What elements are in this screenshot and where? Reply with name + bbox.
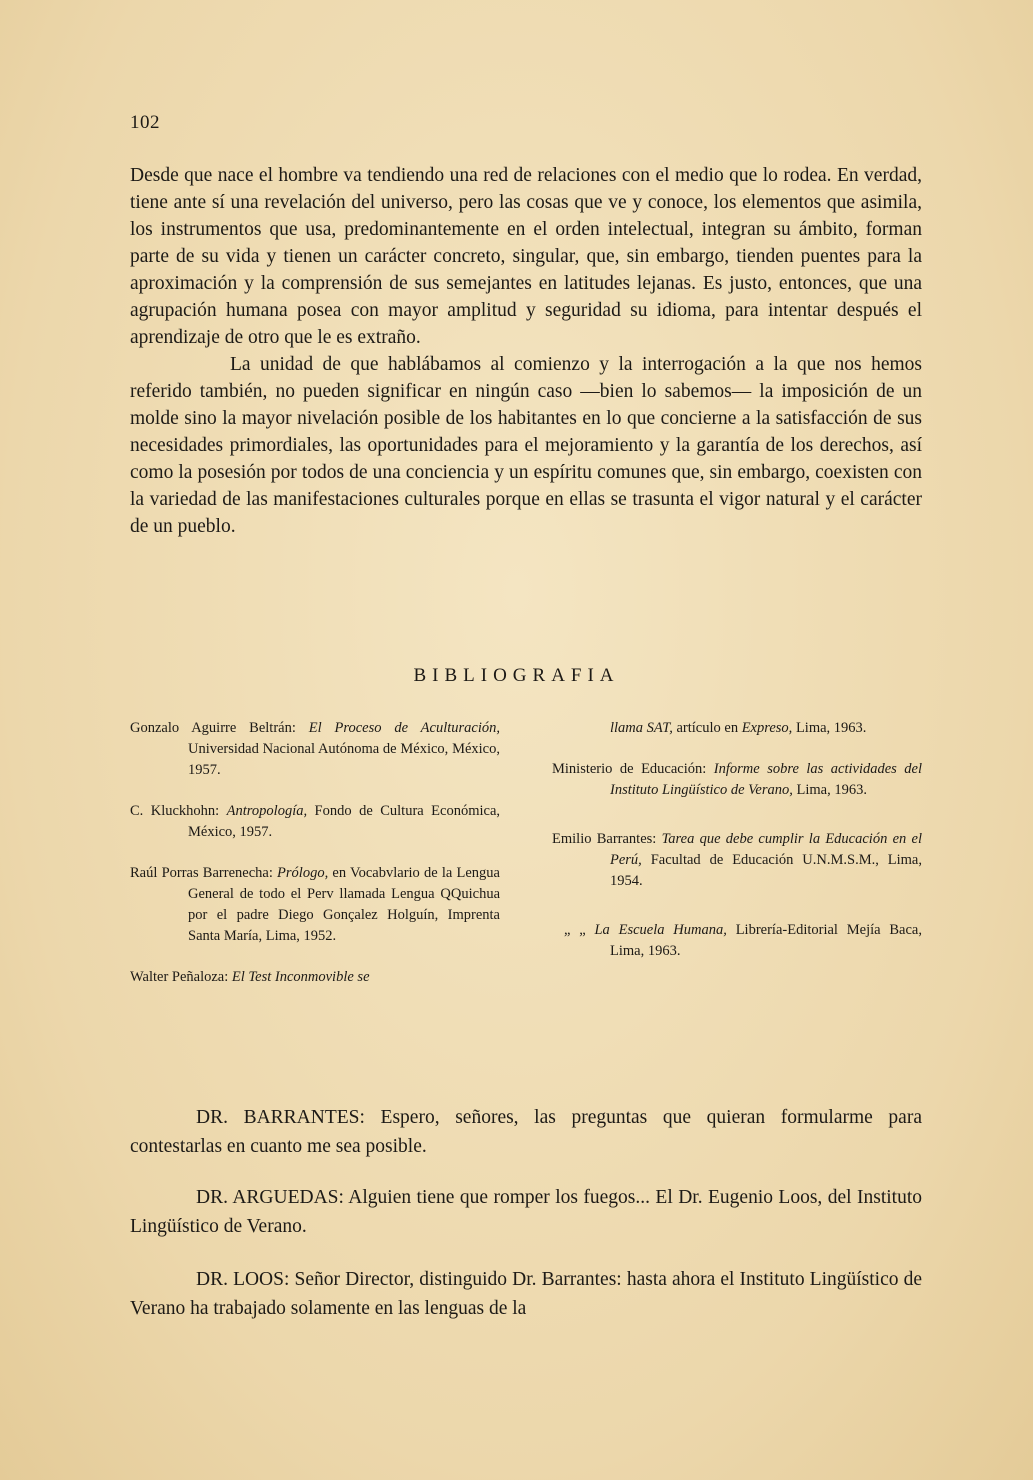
bibliography-right-column [552,718,922,982]
dialogue-text: Señor Director, distinguido Dr. Barrantes: hasta ahora el Instituto Lingüístico de Verano ha trabajado solamente en las lenguas de la [130,1269,922,1319]
speaker-name: DR. ARGUEDAS: [196,1187,344,1208]
bibliography-entry: „ „ La Escuela Humana, Librería-Editorial Mejía Baca, Lima, 1963. [564,922,922,959]
dialogue-turn [130,1103,922,1161]
bibliography-entry: C. Kluckhohn: Antropología, Fondo de Cultura Económica, México, 1957. [130,803,501,840]
bibliography-left-column [130,718,500,1008]
bibliography-entry: Emilio Barrantes: Tarea que debe cumplir la Educación en el Perú, Facultad de Educación U.N.M.S.M., Lima, 1954. [552,831,923,889]
page-number: 102 [130,112,160,133]
paragraph: Desde que nace el hombre va tendiendo una red de relaciones con el medio que lo rodea. En verdad, tiene ante sí una revelación del universo, pero las cosas que ve y conoce, los elementos que asimila, los instrumentos que usa, predominantemente en el orden intelectual, integran su ámbito, forman parte de su vida y tienen un carácter concreto, singular, que, sin embargo, tienden puentes para la aproximación y la comprensión de sus semejantes en latitudes lejanas. Es justo, entonces, que una agrupación humana posea con mayor amplitud y seguridad su idioma, para intentar después el aprendizaje de otro que le es extraño. [130,165,922,348]
dialogue-text: Espero, señores, las preguntas que quieran formularme para contestarlas en cuanto me sea posible. [130,1107,922,1157]
bibliography-entry: Ministerio de Educación: Informe sobre las actividades del Instituto Lingüístico de Verano, Lima, 1963. [552,761,923,798]
dialogue-text: Alguien tiene que romper los fuegos... El Dr. Eugenio Loos, del Instituto Lingüístico de Verano. [130,1187,922,1237]
dialogue-turn [130,1183,922,1241]
bibliography-entry: Walter Peñaloza: El Test Inconmovible se [130,969,370,985]
bibliography-heading: BIBLIOGRAFIA [413,665,620,686]
speaker-name: DR. BARRANTES: [196,1107,365,1128]
body-text [130,162,922,540]
bibliography-entry: Gonzalo Aguirre Beltrán: El Proceso de Aculturación, Universidad Nacional Autónoma de México, México, 1957. [130,720,500,778]
bibliography-entry-continued: llama SAT, artículo en Expreso, Lima, 1963. [610,720,867,736]
speaker-name: DR. LOOS: [196,1269,290,1290]
paragraph: La unidad de que hablábamos al comienzo y la interrogación a la que nos hemos referido también, no pueden significar en ningún caso —bien lo sabemos— la imposición de un molde sino la mayor nivelación posible de los habitantes en lo que concierne a la satisfacción de sus necesidades primordiales, las oportunidades para el mejoramiento y la garantía de los derechos, así como la posesión por todos de una conciencia y un espíritu comunes que, sin embargo, coexisten con la variedad de las manifestaciones culturales porque en ellas se trasunta el vigor natural y el carácter de un pueblo. [130,354,922,537]
dialogue-turn [130,1265,922,1323]
bibliography-entry: Raúl Porras Barrenecha: Prólogo, en Vocabvlario de la Lengua General de todo el Perv llamada Lengua QQuichua por el padre Diego Gonçalez Holguín, Imprenta Santa María, Lima, 1952. [130,865,500,944]
